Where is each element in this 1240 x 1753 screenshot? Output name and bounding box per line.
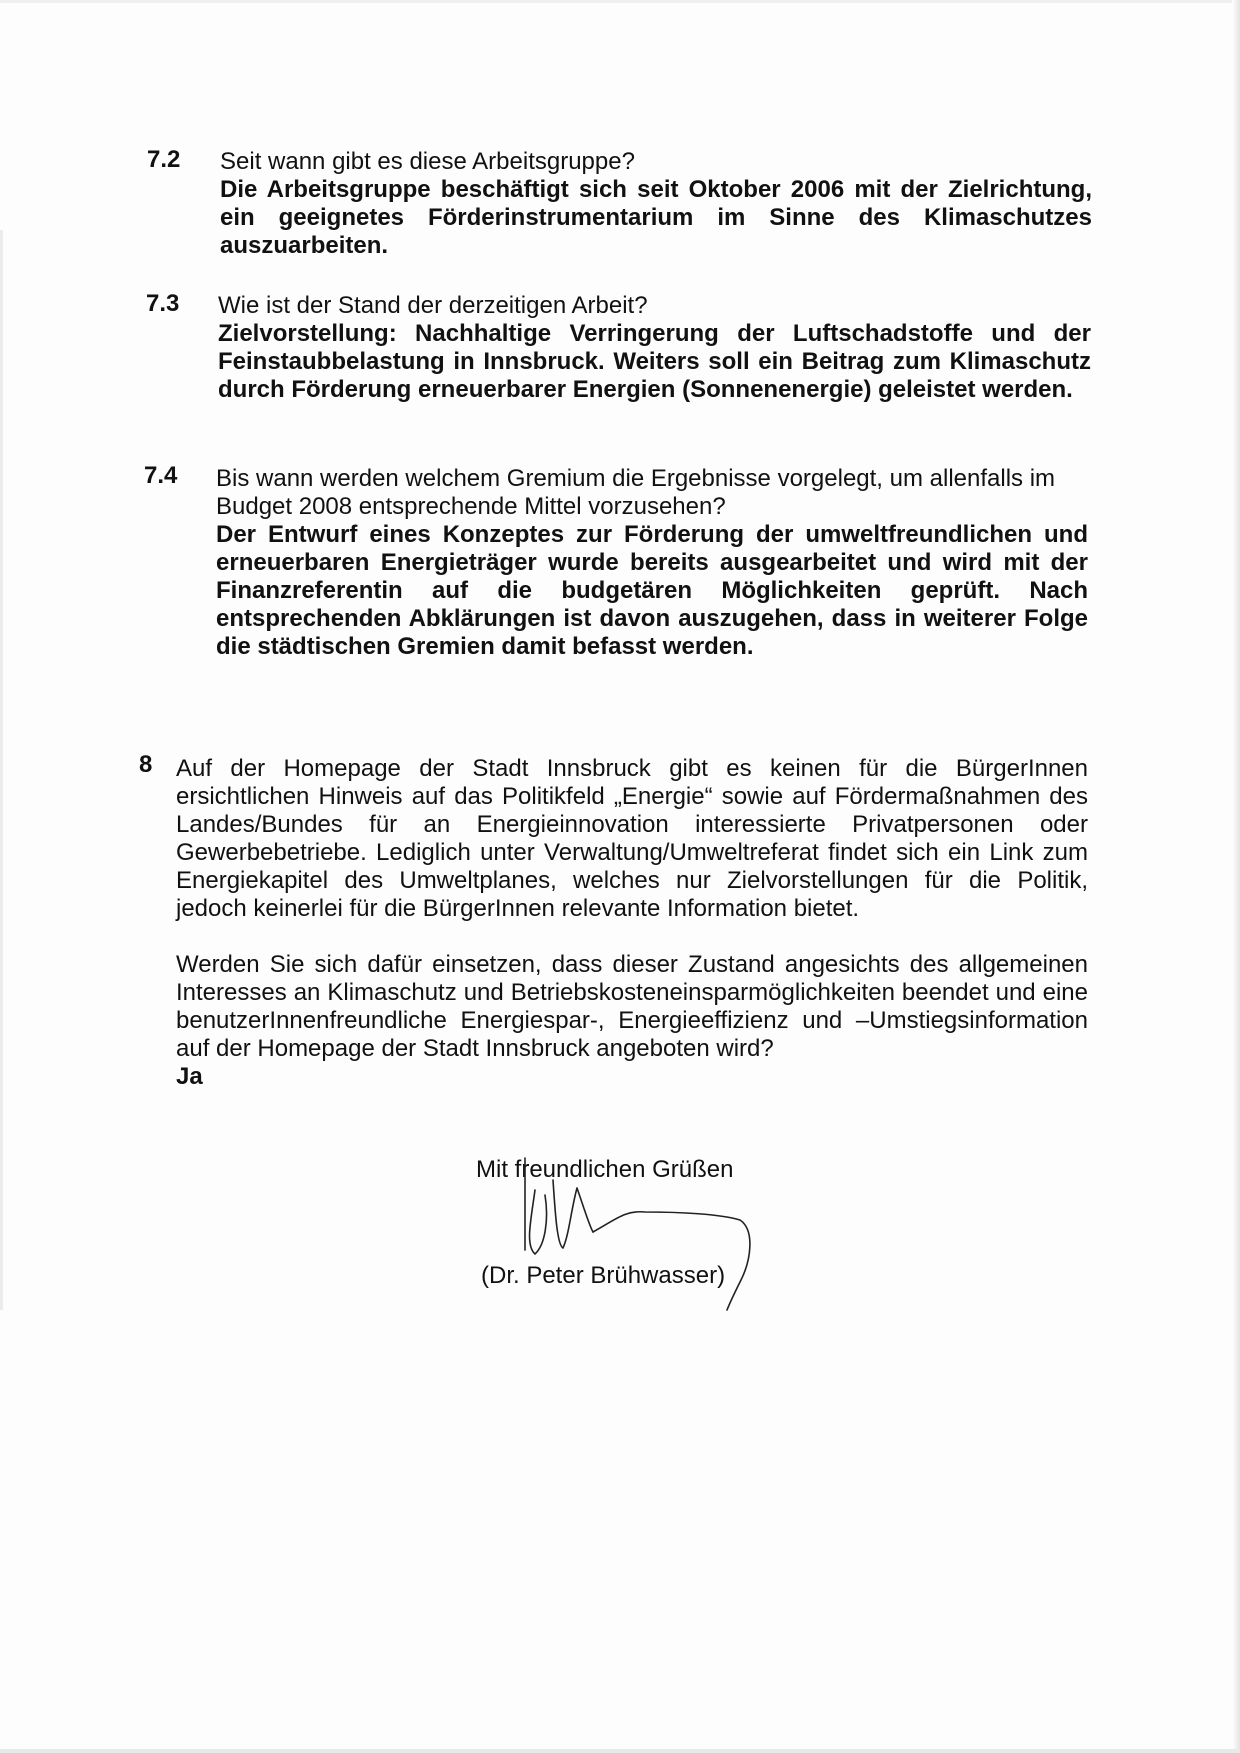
closing-greeting: Mit freundlichen Grüßen [476,1156,734,1183]
signatory-name: (Dr. Peter Brühwasser) [481,1262,726,1289]
scan-edge-bottom [0,1749,1240,1753]
answer-7-4: Der Entwurf eines Konzeptes zur Förderung der umweltfreundlichen und erneuerbaren Energieträger wurde bereits ausgearbeitet und wird mit der Finanzreferentin auf die budgetären Möglichkeiten geprüft. Nach entsprechenden Abklärungen ist davon auszugehen, dass in weiterer Folge die städtischen Gremien damit befasst werden. [216,521,1088,660]
answer-7-2: Die Arbeitsgruppe beschäftigt sich seit Oktober 2006 mit der Zielrichtung, ein geeignetes Förderinstrumentarium im Sinne des Klimaschutzes auszuarbeiten. [220,176,1092,259]
signature-stroke-3 [553,1180,593,1248]
signature-scribble [505,1150,765,1320]
item-7-4 [216,465,1088,661]
item-number-8: 8 [139,751,153,778]
scan-edge-top [0,0,1240,3]
question-7-3: Wie ist der Stand der derzeitigen Arbeit? [218,292,648,319]
signature-stroke-2 [530,1190,547,1254]
item-7-3 [218,292,1091,404]
item-8-answer: Ja [176,1063,203,1090]
question-7-2: Seit wann gibt es diese Arbeitsgruppe? [220,148,635,175]
answer-7-3: Zielvorstellung: Nachhaltige Verringerung der Luftschadstoffe und der Feinstaubbelastung in Innsbruck. Weiters soll ein Beitrag zum Klimaschutz durch Förderung erneuerbarer Energien (Sonnenenergie) geleistet werden. [218,320,1091,403]
item-number-7-2: 7.2 [147,146,181,173]
scan-edge-left [0,230,3,1310]
item-8-paragraph-1: Auf der Homepage der Stadt Innsbruck gibt es keinen für die BürgerInnen ersichtlichen Hinweis auf das Politikfeld „Energie“ sowie auf Fördermaßnahmen des Landes/Bundes für an Energieinnovation interessierte Privatpersonen oder Gewerbebetriebe. Lediglich unter Verwaltung/Umweltreferat findet sich ein Link zum Energiekapitel des Umweltplanes, welches nur Zielvorstellungen für die Politik, jedoch keinerlei für die BürgerInnen relevante Information bietet. [176,755,1088,922]
item-8 [176,755,1088,1091]
scan-edge-right [1232,0,1240,1753]
signature-stroke-4 [593,1212,750,1310]
question-7-4: Bis wann werden welchem Gremium die Ergebnisse vorgelegt, um allenfalls im Budget 2008 entsprechende Mittel vorzusehen? [216,465,1056,520]
item-7-2 [220,148,1092,260]
item-number-7-3: 7.3 [146,290,180,317]
item-number-7-4: 7.4 [144,462,178,489]
item-8-paragraph-2: Werden Sie sich dafür einsetzen, dass dieser Zustand angesichts des allgemeinen Interesses an Klimaschutz und Betriebskosteneinsparmöglichkeiten beendet und eine benutzerInnenfreundliche Energiespar-, Energieeffizienz und –Umstiegsinformation auf der Homepage der Stadt Innsbruck angeboten wird? [176,951,1088,1062]
